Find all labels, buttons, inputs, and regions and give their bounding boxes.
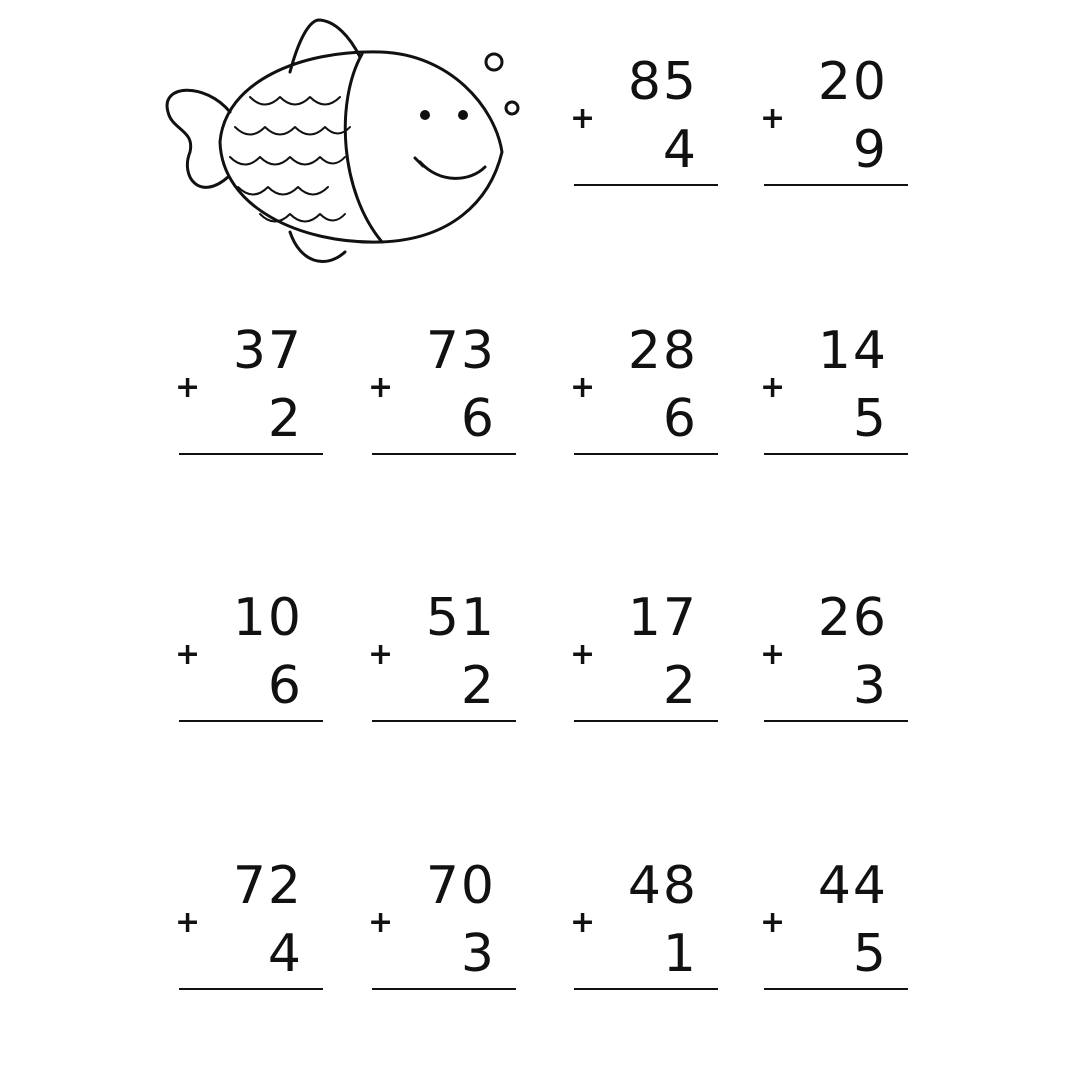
plus-sign: + [570, 370, 596, 405]
top-addend: 28 [627, 321, 698, 381]
addition-problem [175, 856, 325, 1000]
bottom-addend: 5 [852, 389, 888, 449]
bottom-addend: 2 [662, 656, 698, 716]
bottom-addend: 6 [460, 389, 496, 449]
addition-problem [760, 52, 910, 196]
addition-problem [175, 588, 325, 732]
bottom-addend: 2 [460, 656, 496, 716]
fish-icon [150, 12, 530, 272]
bottom-addend: 9 [852, 120, 888, 180]
plus-sign: + [760, 905, 786, 940]
addition-problem [368, 588, 518, 732]
answer-line [764, 988, 908, 990]
answer-line [574, 988, 718, 990]
answer-line [764, 720, 908, 722]
addition-problem [368, 321, 518, 465]
addition-problem [368, 856, 518, 1000]
top-addend: 44 [817, 856, 888, 916]
top-addend: 51 [425, 588, 496, 648]
answer-line [372, 453, 516, 455]
answer-line [574, 184, 718, 186]
plus-sign: + [368, 905, 394, 940]
answer-line [179, 988, 323, 990]
bottom-addend: 5 [852, 924, 888, 984]
answer-line [372, 988, 516, 990]
answer-line [179, 720, 323, 722]
bottom-addend: 6 [267, 656, 303, 716]
top-addend: 73 [425, 321, 496, 381]
bottom-addend: 2 [267, 389, 303, 449]
answer-line [764, 453, 908, 455]
bottom-addend: 3 [460, 924, 496, 984]
answer-line [179, 453, 323, 455]
top-addend: 26 [817, 588, 888, 648]
addition-problem [570, 52, 720, 196]
addition-problem [760, 588, 910, 732]
bottom-addend: 4 [662, 120, 698, 180]
plus-sign: + [175, 905, 201, 940]
plus-sign: + [760, 637, 786, 672]
addition-problem [570, 321, 720, 465]
top-addend: 17 [627, 588, 698, 648]
plus-sign: + [175, 637, 201, 672]
plus-sign: + [368, 637, 394, 672]
top-addend: 70 [425, 856, 496, 916]
plus-sign: + [175, 370, 201, 405]
addition-problem [570, 588, 720, 732]
top-addend: 37 [232, 321, 303, 381]
answer-line [764, 184, 908, 186]
plus-sign: + [570, 905, 596, 940]
top-addend: 85 [627, 52, 698, 112]
bottom-addend: 1 [662, 924, 698, 984]
top-addend: 20 [817, 52, 888, 112]
top-addend: 10 [232, 588, 303, 648]
addition-problem [570, 856, 720, 1000]
top-addend: 48 [627, 856, 698, 916]
plus-sign: + [760, 101, 786, 136]
bottom-addend: 3 [852, 656, 888, 716]
plus-sign: + [368, 370, 394, 405]
bottom-addend: 6 [662, 389, 698, 449]
addition-problem [175, 321, 325, 465]
answer-line [574, 453, 718, 455]
bottom-addend: 4 [267, 924, 303, 984]
plus-sign: + [760, 370, 786, 405]
plus-sign: + [570, 637, 596, 672]
top-addend: 14 [817, 321, 888, 381]
addition-problem [760, 321, 910, 465]
plus-sign: + [570, 101, 596, 136]
answer-line [574, 720, 718, 722]
addition-problem [760, 856, 910, 1000]
answer-line [372, 720, 516, 722]
top-addend: 72 [232, 856, 303, 916]
